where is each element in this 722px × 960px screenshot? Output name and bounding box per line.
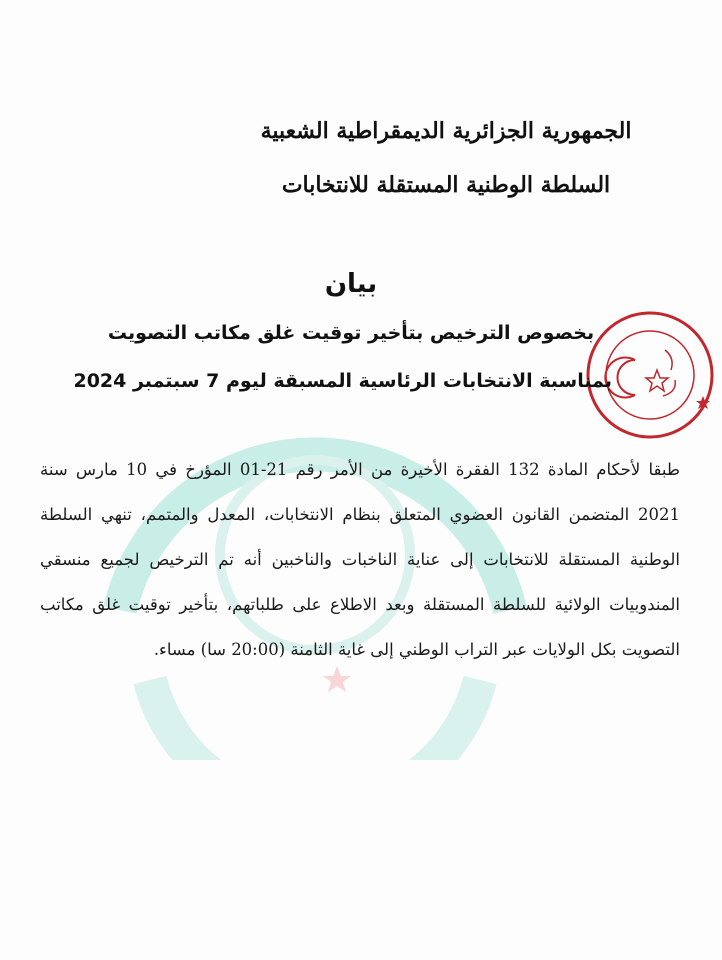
header-authority-name: السلطة الوطنية المستقلة للانتخابات (281, 172, 611, 198)
statement-subtitle-line2: بمناسبة الانتخابات الرئاسية المسبقة ليوم 7 سبتمبر 2024 (73, 370, 612, 392)
statement-subtitle-line1: بخصوص الترخيص بتأخير توقيت غلق مكاتب التصويت (107, 322, 595, 344)
statement-title: بيان (324, 269, 378, 299)
header (0, 104, 722, 212)
statement-heading (73, 265, 612, 405)
header-republic-name: الجمهورية الجزائرية الديمقراطية الشعبية (260, 118, 632, 144)
statement-body-paragraph: طبقا لأحكام المادة 132 الفقرة الأخيرة من الأمر رقم 21-01 المؤرخ في 10 مارس سنة 2021 المتضمن القانون العضوي المتعلق بنظام الانتخابات، المعدل والمتمم، تنهي السلطة الوطنية المستقلة للانتخابات إلى عناية الناخبات والناخبين أنه تم الترخيص لجميع منسقي المندوبيات الولائية للسلطة المستقلة وبعد الاطلاع على طلباتهم، بتأخير توقيت غلق مكاتب التصويت بكل الولايات عبر التراب الوطني إلى غاية الثامنة (20:00 سا) مساء. (40, 459, 680, 659)
